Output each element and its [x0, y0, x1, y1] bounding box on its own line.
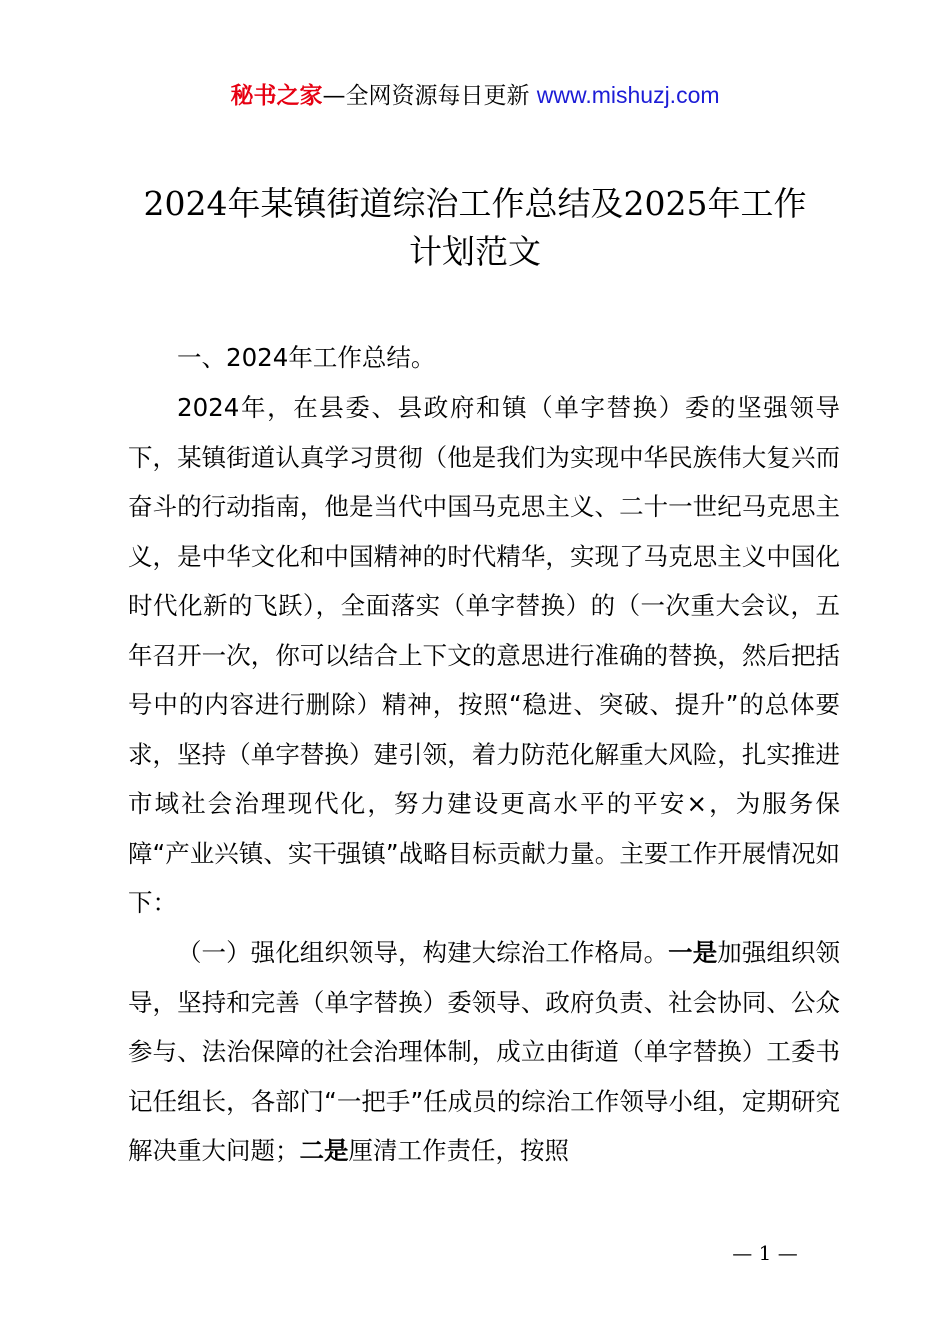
- document-title-line-2: 计划范文: [409, 232, 541, 271]
- point-text-2: 厘清工作责任，按照: [348, 1136, 569, 1165]
- site-brand: 秘书之家: [230, 83, 323, 109]
- document-title: [100, 180, 850, 276]
- point-label-2: 二是: [299, 1136, 349, 1165]
- section-heading-text: 一、2024年工作总结。: [177, 343, 436, 372]
- body-paragraph-1-text: 2024年，在县委、县政府和镇（单字替换）委的坚强领导下，某镇街道认真学习贯彻（他是我们为实现中华民族伟大复兴而奋斗的行动指南，他是当代中国马克思主义、二十一世纪马克思主义，是中华文化和中国精神的时代精华，实现了马克思主义中国化时代化新的飞跃），全面落实（单字替换）的（一次重大会议，五年召开一次，你可以结合上下文的意思进行准确的替换，然后把括号中的内容进行删除）精神，按照“稳进、突破、提升”的总体要求，坚持（单字替换）建引领，着力防范化解重大风险，扎实推进市域社会治理现代化，努力建设更高水平的平安×，为服务保障“产业兴镇、实干强镇”战略目标贡献力量。主要工作开展情况如下：: [128, 393, 840, 917]
- body-paragraph-2: [128, 928, 840, 1176]
- document-title-line-1: 2024年某镇街道综治工作总结及2025年工作: [143, 184, 807, 223]
- subsection-lead: （一）强化组织领导，构建大综治工作格局。: [177, 938, 669, 967]
- page-number: — 1 —: [732, 1241, 798, 1265]
- site-tagline: —全网资源每日更新: [322, 83, 530, 109]
- body-paragraph-2-text: [128, 928, 840, 1176]
- point-text-1: 加强组织领导，坚持和完善（单字替换）委领导、政府负责、社会协同、公众参与、法治保障的社会治理体制，成立由街道（单字替换）工委书记任组长，各部门“一把手”任成员的综治工作领导小组，定期研究解决重大问题；: [128, 938, 841, 1165]
- point-label-1: 一是: [668, 938, 718, 967]
- section-heading: [128, 333, 840, 383]
- site-url-link[interactable]: www.mishuzj.com: [536, 82, 720, 108]
- site-header: [0, 78, 950, 113]
- body-paragraph-1: [128, 383, 840, 928]
